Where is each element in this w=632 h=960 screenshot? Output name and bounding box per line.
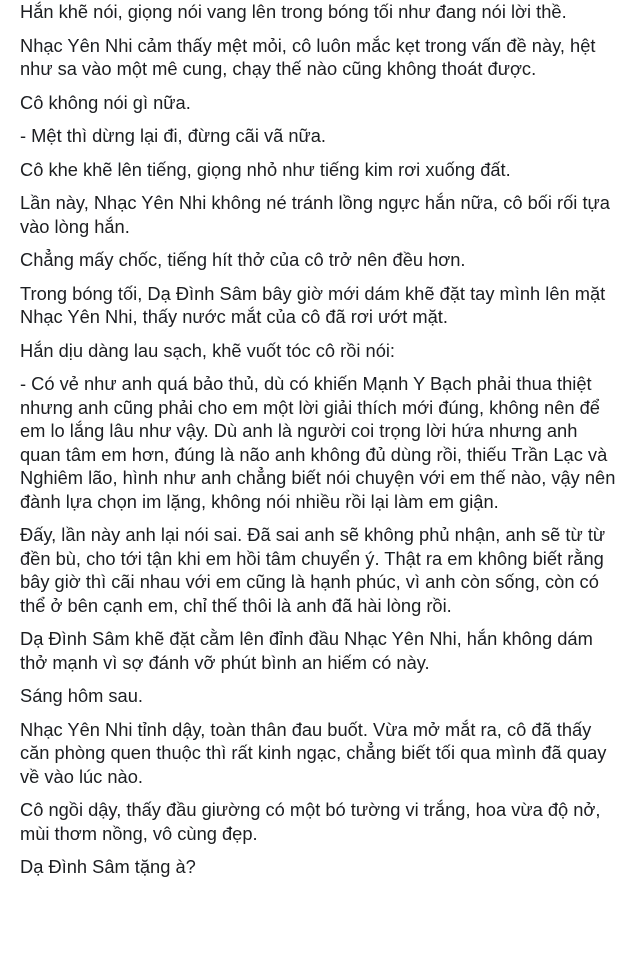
paragraph-4: - Mệt thì dừng lại đi, đừng cãi vã nữa.: [20, 125, 327, 146]
paragraph-6: Lần này, Nhạc Yên Nhi không né tránh lồng ngực hắn nữa, cô bối rối tựa vào lòng hắn.: [20, 192, 610, 237]
paragraph-1: Hắn khẽ nói, giọng nói vang lên trong bóng tối như đang nói lời thề.: [20, 1, 567, 22]
paragraph-8: Trong bóng tối, Dạ Đình Sâm bây giờ mới dám khẽ đặt tay mình lên mặt Nhạc Yên Nhi, thấy nước mắt của cô đã rơi ướt mặt.: [20, 282, 606, 327]
paragraph-9: Hắn dịu dàng lau sạch, khẽ vuốt tóc cô rồi nói:: [20, 339, 395, 361]
paragraph-13: Sáng hôm sau.: [20, 685, 143, 706]
paragraph-12: Dạ Đình Sâm khẽ đặt cằm lên đỉnh đầu Nhạc Yên Nhi, hắn không dám thở mạnh vì sợ đánh vỡ phút bình an hiếm có này.: [20, 628, 593, 673]
paragraph-5: Cô khe khẽ lên tiếng, giọng nhỏ như tiếng kim rơi xuống đất.: [20, 158, 511, 180]
paragraph-14: Nhạc Yên Nhi tỉnh dậy, toàn thân đau buốt. Vừa mở mắt ra, cô đã thấy căn phòng quen thuộc thì rất kinh ngạc, chẳng biết tối qua mình đã quay về vào lúc nào.: [20, 718, 607, 787]
paragraph-2: Nhạc Yên Nhi cảm thấy mệt mỏi, cô luôn mắc kẹt trong vấn đề này, hệt như sa vào một mê cung, chạy thế nào cũng không thoát được.: [20, 34, 596, 79]
paragraph-7: Chẳng mấy chốc, tiếng hít thở của cô trở nên đều hơn.: [20, 249, 466, 270]
paragraph-3: Cô không nói gì nữa.: [20, 91, 191, 113]
paragraph-11: Đấy, lần này anh lại nói sai. Đã sai anh sẽ không phủ nhận, anh sẽ từ từ đền bù, cho tới tận khi em hồi tâm chuyển ý. Thật ra em không biết rằng bây giờ thì cãi nhau với em cũng là hạnh phúc, vì anh còn sống, còn có thể ở bên cạnh em, chỉ thế thôi là anh đã hài lòng rồi.: [20, 524, 606, 616]
paragraph-16: Dạ Đình Sâm tặng à?: [20, 856, 196, 877]
paragraph-15: Cô ngồi dậy, thấy đầu giường có một bó tường vi trắng, hoa vừa độ nở, mùi thơm nồng, vô cùng đẹp.: [20, 799, 601, 844]
paragraph-10: - Có vẻ như anh quá bảo thủ, dù có khiến Mạnh Y Bạch phải thua thiệt nhưng anh cũng phải cho em một lời giải thích mới đúng, không nên để em lo lắng lâu như vậy. Dù anh là người coi trọng lời hứa nhưng anh quan tâm em hơn, đúng là não anh không đủ dùng rồi, thiếu Trần Lạc và Nghiêm lão, hình như anh chẳng biết nói chuyện với em thế nào, vậy nên đành lựa chọn im lặng, không nói nhiều rồi lại làm em giận.: [20, 373, 616, 512]
